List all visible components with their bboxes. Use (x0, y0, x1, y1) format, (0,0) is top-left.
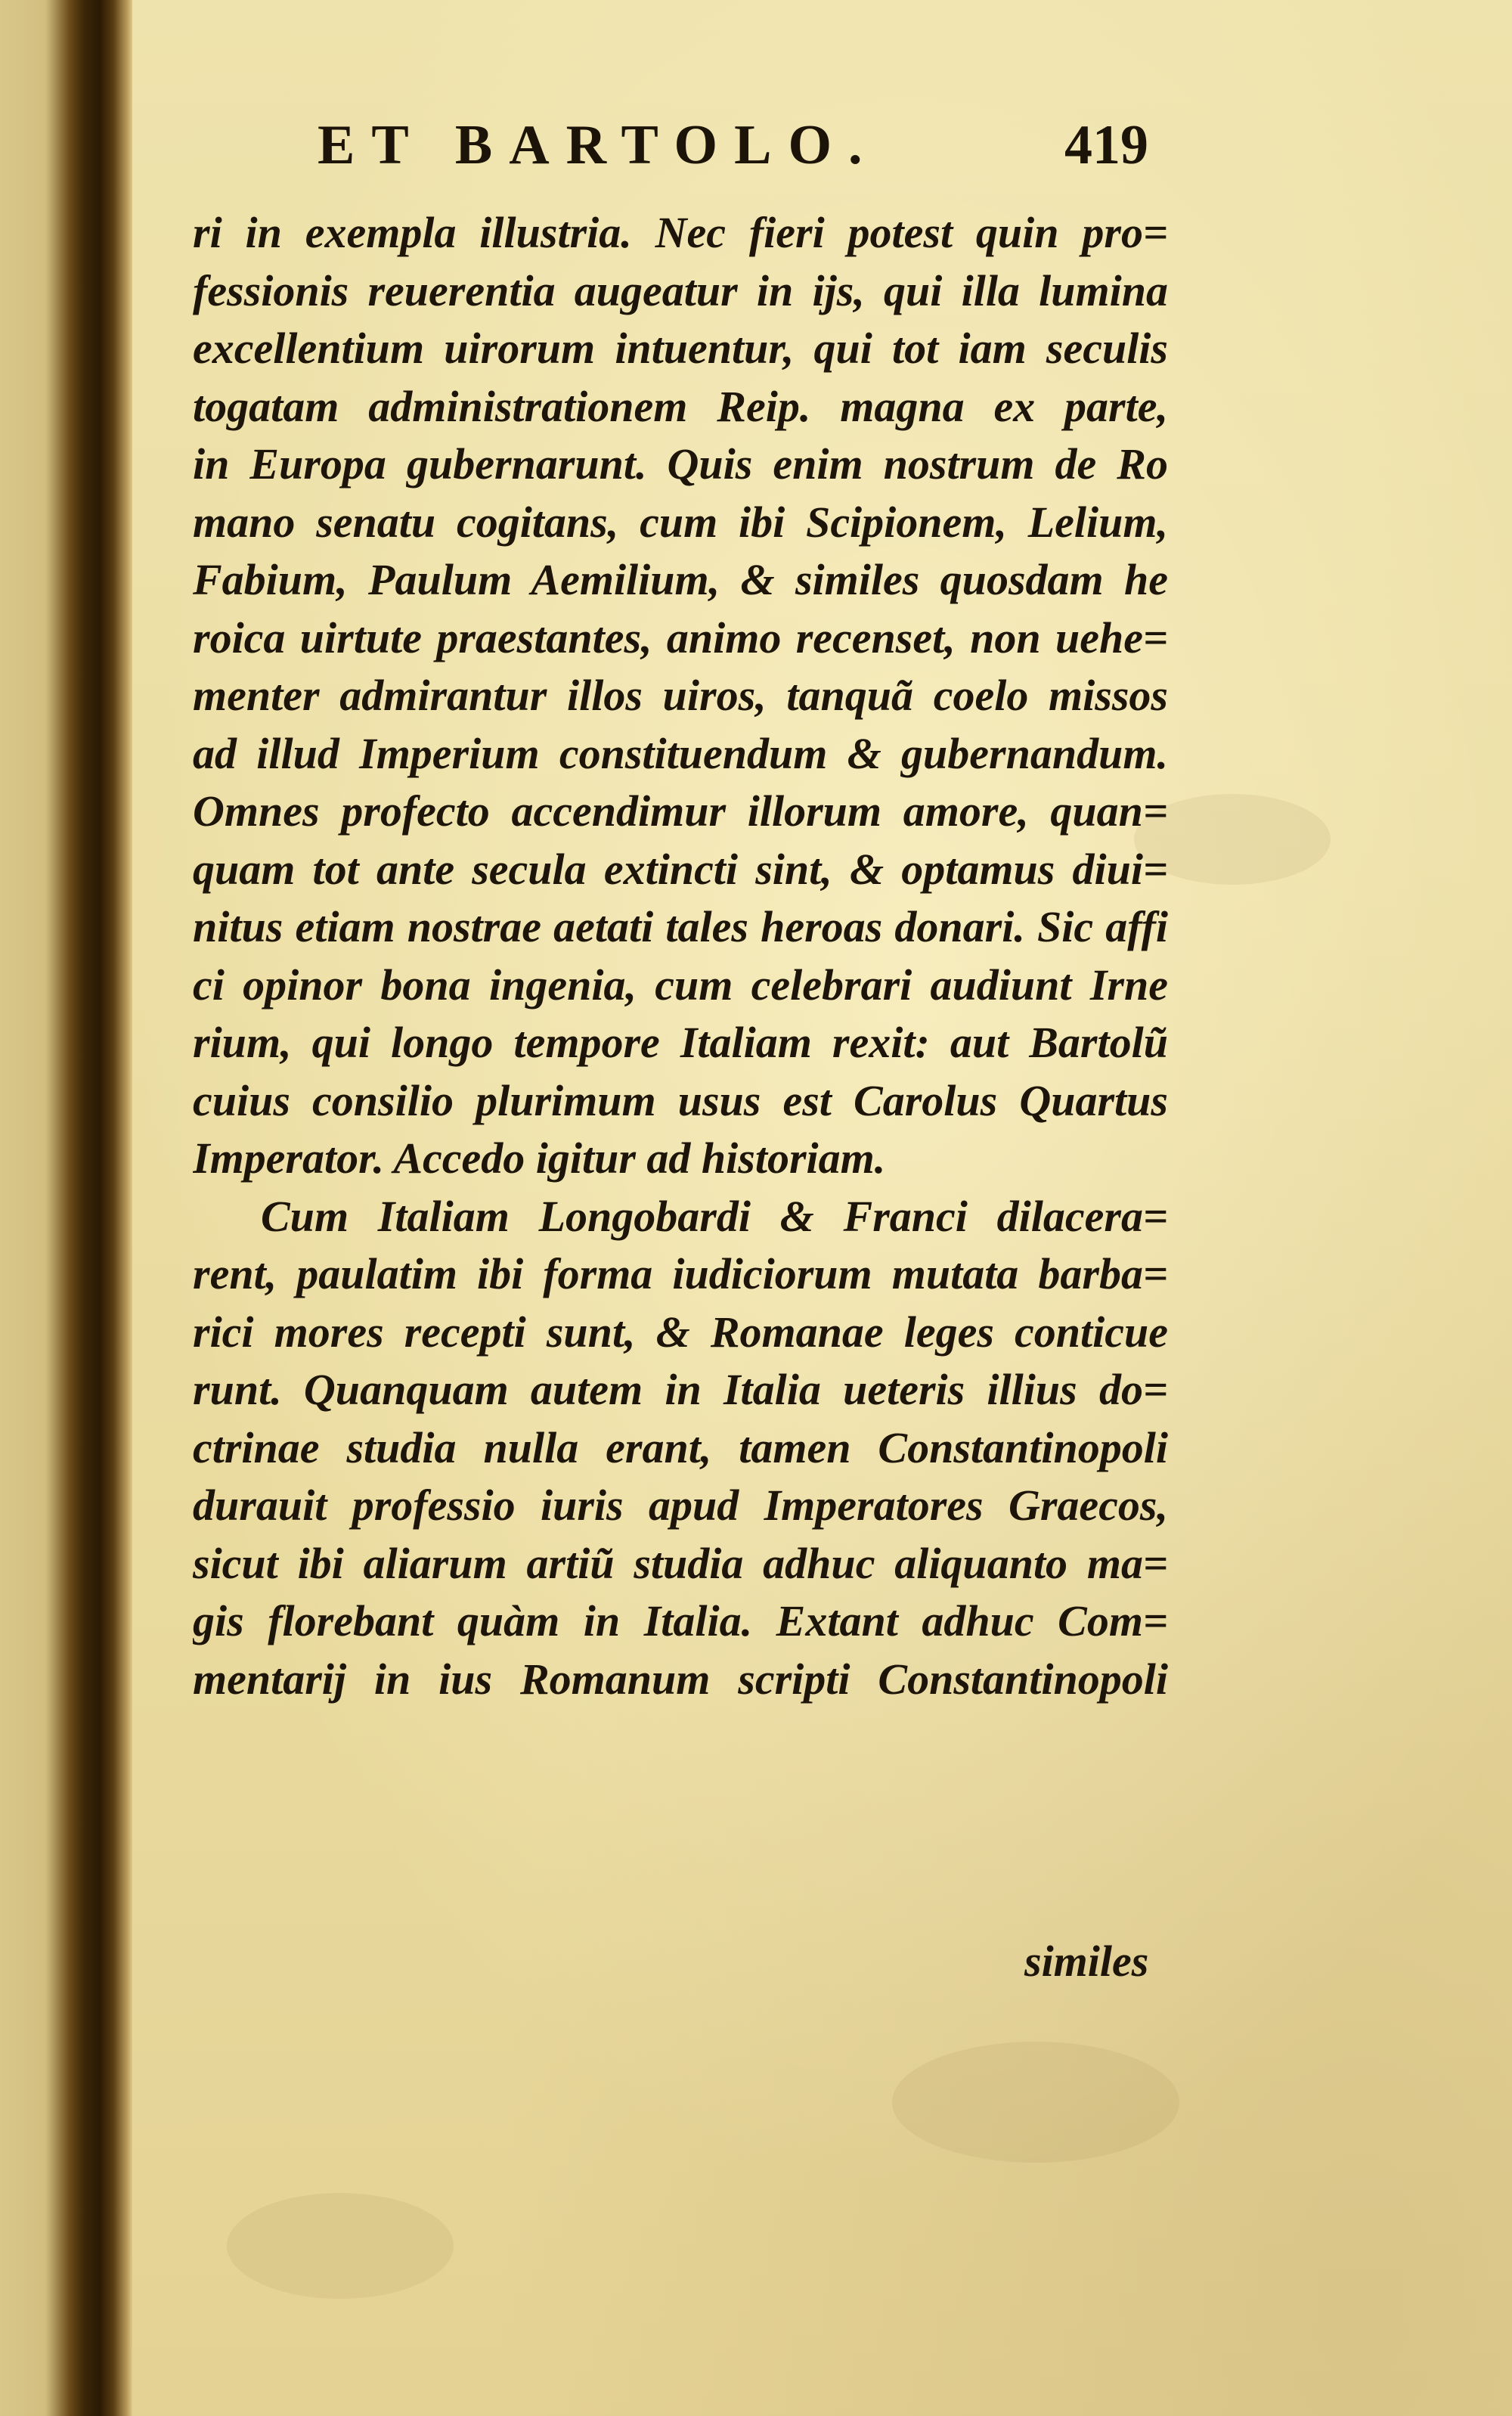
page-number: 419 (1064, 114, 1148, 176)
text-line: quam tot ante secula extincti sint, & optamus diui= (193, 844, 1168, 894)
text-line: mentarij in ius Romanum scripti Constantinopoli (193, 1654, 1168, 1704)
text-line: togatam administrationem Reip. magna ex parte, (193, 381, 1168, 431)
binding-edge (0, 0, 132, 2416)
text-line: Fabium, Paulum Aemilium, & similes quosdam he (193, 555, 1168, 604)
paragraph (193, 1188, 1168, 1709)
text-line: roica uirtute praestantes, animo recenset, non uehe= (193, 613, 1168, 662)
text-line: fessionis reuerentia augeatur in ijs, qui illa lumina (193, 265, 1168, 315)
paper-stain (892, 2042, 1179, 2163)
text-line: menter admirantur illos uiros, tanquã coelo missos (193, 671, 1168, 720)
text-line: ad illud Imperium constituendum & gubernandum. (193, 728, 1168, 778)
text-line: rici mores recepti sunt, & Romanae leges conticue (193, 1307, 1168, 1357)
text-line: ci opinor bona ingenia, cum celebrari audiunt Irne (193, 960, 1168, 1010)
paper-stain (227, 2193, 454, 2299)
body-text (193, 204, 1168, 1708)
text-line: durauit professio iuris apud Imperatores Graecos, (193, 1481, 1168, 1530)
text-line: nitus etiam nostrae aetati tales heroas donari. Sic affi (193, 902, 1168, 951)
text-line: ri in exempla illustria. Nec fieri potest quin pro= (193, 208, 1168, 257)
text-line: Imperator. Accedo igitur ad historiam. (193, 1134, 886, 1183)
text-line: in Europa gubernarunt. Quis enim nostrum de Ro (193, 439, 1168, 488)
text-line: Omnes profecto accendimur illorum amore, quan= (193, 786, 1168, 836)
text-line: sicut ibi aliarum artiũ studia adhuc aliquanto ma= (193, 1538, 1168, 1588)
catchword: similes (1024, 1937, 1149, 1986)
text-line: rium, qui longo tempore Italiam rexit: aut Bartolũ (193, 1018, 1168, 1067)
text-line: rent, paulatim ibi forma iudiciorum mutata barba= (193, 1249, 1168, 1298)
text-line: runt. Quanquam autem in Italia ueteris illius do= (193, 1365, 1168, 1414)
text-line: gis florebant quàm in Italia. Extant adhuc Com= (193, 1596, 1168, 1645)
running-head: ET BARTOLO. (318, 114, 879, 176)
text-line: mano senatu cogitans, cum ibi Scipionem, Lelium, (193, 497, 1168, 547)
text-line: Cum Italiam Longobardi & Franci dilacera= (261, 1191, 1168, 1241)
text-line: ctrinae studia nulla erant, tamen Constantinopoli (193, 1422, 1168, 1472)
text-line: excellentium uirorum intuentur, qui tot iam seculis (193, 324, 1168, 373)
text-line: cuius consilio plurimum usus est Carolus Quartus (193, 1075, 1168, 1125)
paragraph (193, 204, 1168, 1188)
